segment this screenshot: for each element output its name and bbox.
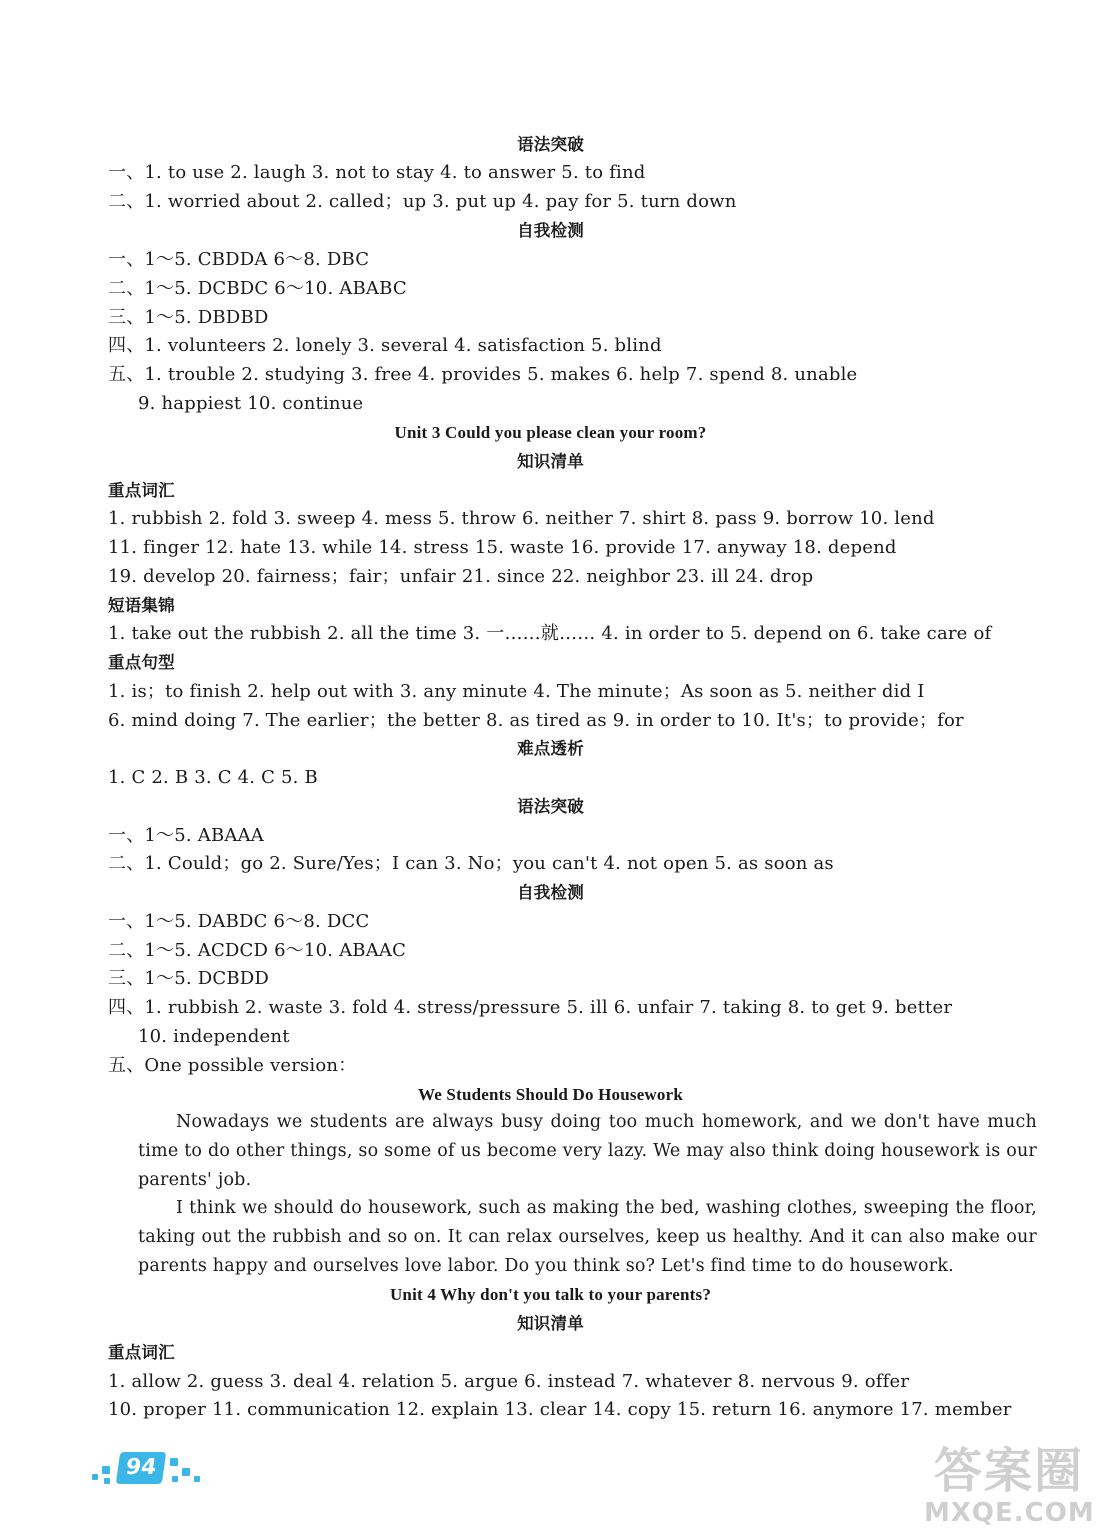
label-key-sentences: 重点句型: [108, 653, 175, 672]
essay-paragraph: I think we should do housework, such as making the bed, washing clothes, sweeping the floor, taking out the rubbish and so on. It can relax ourselves, keep us healthy. And it can also make our parents happy and ourselves love labor. Do you think so? Let's find time to do housework.: [138, 1198, 1037, 1276]
answer-line: 五、1. trouble 2. studying 3. free 4. provides 5. makes 6. help 7. spend 8. unable: [108, 364, 858, 385]
section-title-selfcheck: 自我检测: [517, 221, 584, 240]
answer-line: 19. develop 20. fairness；fair；unfair 21. since 22. neighbor 23. ill 24. drop: [108, 566, 814, 587]
answer-line: 10. proper 11. communication 12. explain 13. clear 14. copy 15. return 16. anymore 17. member: [108, 1399, 1012, 1420]
answer-line: 1. take out the rubbish 2. all the time 3. 一……就…… 4. in order to 5. depend on 6. take care of: [108, 623, 992, 644]
unit-3-title: Unit 3 Could you please clean your room?: [394, 423, 707, 442]
section-title-difficult: 难点透析: [517, 739, 584, 758]
decor-dot: [102, 1466, 110, 1474]
section-title-knowledge: 知识清单: [517, 452, 584, 471]
answer-line: 三、1～5. DCBDD: [108, 968, 270, 989]
section-title-grammar: 语法突破: [517, 135, 584, 154]
answer-line: 9. happiest 10. continue: [138, 393, 364, 414]
decor-dot: [170, 1458, 178, 1466]
essay-paragraph: Nowadays we students are always busy doing too much homework, and we don't have much time to do other things, so some of us become very lazy. We may also think doing housework is our parents' job.: [138, 1112, 1037, 1190]
answer-line: 6. mind doing 7. The earlier；the better 8. as tired as 9. in order to 10. It's；to provide；for: [108, 710, 964, 731]
answer-line: 三、1～5. DBDBD: [108, 307, 269, 328]
answer-line: 一、1～5. CBDDA 6～8. DBC: [108, 249, 370, 270]
answer-line: 1. is；to finish 2. help out with 3. any minute 4. The minute；As soon as 5. neither did I: [108, 681, 925, 702]
section-title-selfcheck: 自我检测: [517, 883, 584, 902]
answer-line: 1. C 2. B 3. C 4. C 5. B: [108, 767, 318, 788]
answer-line: 1. rubbish 2. fold 3. sweep 4. mess 5. throw 6. neither 7. shirt 8. pass 9. borrow 10. lend: [108, 508, 935, 529]
answer-line: 一、1. to use 2. laugh 3. not to stay 4. to answer 5. to find: [108, 162, 646, 183]
answer-line: 10. independent: [138, 1026, 290, 1047]
answer-line: 五、One possible version：: [108, 1055, 357, 1076]
answer-line: 1. allow 2. guess 3. deal 4. relation 5. argue 6. instead 7. whatever 8. nervous 9. offer: [108, 1371, 910, 1392]
decor-dot: [182, 1468, 190, 1476]
answer-line: 四、1. rubbish 2. waste 3. fold 4. stress/pressure 5. ill 6. unfair 7. taking 8. to get 9. better: [108, 997, 953, 1018]
answer-line: 11. finger 12. hate 13. while 14. stress 15. waste 16. provide 17. anyway 18. depend: [108, 537, 897, 558]
answer-line: 四、1. volunteers 2. lonely 3. several 4. satisfaction 5. blind: [108, 335, 662, 356]
decor-dot: [194, 1476, 200, 1482]
answer-line: 一、1～5. DABDC 6～8. DCC: [108, 911, 370, 932]
answer-line: 二、1. Could；go 2. Sure/Yes；I can 3. No；you can't 4. not open 5. as soon as: [108, 853, 834, 874]
watermark-logo: [924, 1444, 1094, 1532]
label-key-vocab: 重点词汇: [108, 481, 175, 500]
decor-dot: [172, 1476, 178, 1482]
unit-4-title: Unit 4 Why don't you talk to your parents?: [389, 1285, 712, 1304]
page-number: 94: [116, 1452, 166, 1484]
decor-dot: [92, 1474, 98, 1480]
decor-dot: [104, 1478, 110, 1484]
label-phrases: 短语集锦: [108, 596, 175, 615]
watermark-url: MXQE.COM: [924, 1498, 1095, 1528]
answer-line: 二、1～5. ACDCD 6～10. ABAAC: [108, 940, 407, 961]
section-title-grammar: 语法突破: [517, 797, 584, 816]
essay-title: We Students Should Do Housework: [417, 1085, 684, 1104]
section-title-knowledge: 知识清单: [517, 1314, 584, 1333]
watermark-text: 答案圈: [933, 1443, 1084, 1499]
answer-line: 二、1～5. DCBDC 6～10. ABABC: [108, 278, 407, 299]
label-key-vocab: 重点词汇: [108, 1343, 175, 1362]
answer-line: 二、1. worried about 2. called；up 3. put up 4. pay for 5. turn down: [108, 191, 737, 212]
answer-line: 一、1～5. ABAAA: [108, 825, 264, 846]
